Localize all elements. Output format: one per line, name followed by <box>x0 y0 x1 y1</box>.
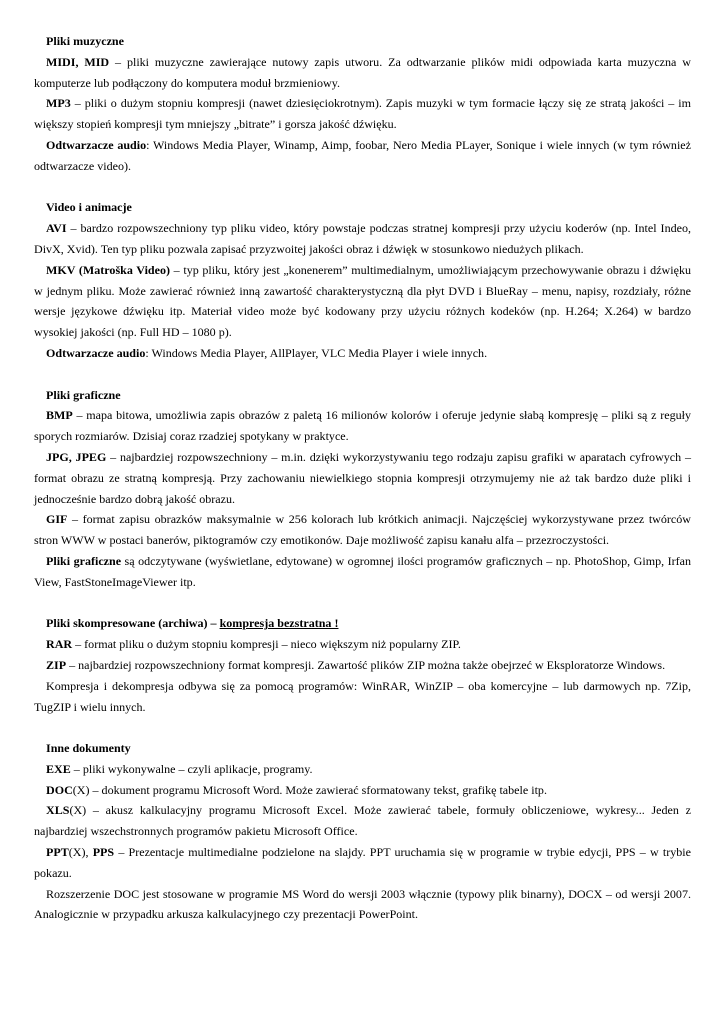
paragraph-text: – bardzo rozpowszechniony typ pliku video, który powstaje podczas stratnej kompresji przy użyciu koderów (np. Intel Indeo, DivX, Xvid). Ten typ pliku pozwala zapisać przyzwoitej jakości obraz i dźwięk w stosunkowo niedużych plikach. <box>34 221 691 256</box>
paragraph-text: Rozszerzenie DOC jest stosowane w programie MS Word do wersji 2003 włącznie (typowy plik binarny), DOCX – od wersji 2007. Analogicznie w przypadku arkusza kalkulacyjnego czy prezentacji PowerPoint. <box>34 886 691 922</box>
term: XLS <box>46 803 70 818</box>
paragraph-jpg <box>34 447 691 509</box>
paragraph-text: – typ pliku, który jest „konenerem” multimedialnym, umożliwiającym przechowywanie obrazu i dźwięku w jednym pliku. Może zawierać również inną zawartość charakterystyczną dla płyt DVD i BlueRay – menu, napisy, rozdziały, różne wersje językowe dźwięku itp. Materiał video może być kodowany przy użyciu różnych kodeków (np. H.264; X.264) w bardzo wysokiej jakości (np. Full HD – 1080 p). <box>34 262 691 340</box>
section-heading: Video i animacje <box>46 200 132 215</box>
paragraph-graphics-programs <box>34 551 691 593</box>
paragraph-text: : Windows Media Player, AllPlayer, VLC Media Player i wiele innych. <box>145 345 488 360</box>
paragraph-zip <box>34 655 691 676</box>
document-page <box>34 31 691 925</box>
term: PPS <box>92 845 115 860</box>
term: ZIP <box>46 657 67 672</box>
paragraph-doc-extension-note <box>34 884 691 926</box>
section-spacer <box>34 717 691 738</box>
paragraph-doc <box>34 780 691 801</box>
section-other-documents <box>34 738 691 925</box>
paragraph-rar <box>34 634 691 655</box>
term: Odtwarzacze audio <box>46 137 147 152</box>
paragraph-text: – pliki wykonywalne – czyli aplikacje, programy. <box>70 761 313 776</box>
paragraph-text: – Prezentacje multimedialne podzielone na slajdy. PPT uruchamia się w programie w trybie edycji, PPS – w trybie pokazu. <box>34 845 692 880</box>
section-spacer <box>34 177 691 198</box>
paragraph-video-players <box>34 343 691 364</box>
section-heading <box>34 613 691 634</box>
paragraph-exe <box>34 759 691 780</box>
paragraph-compression-programs <box>34 676 691 718</box>
section-heading: Inne dokumenty <box>46 741 131 756</box>
paragraph-midi <box>34 52 691 94</box>
paragraph-bmp <box>34 405 691 447</box>
section-heading: Pliki muzyczne <box>46 34 124 48</box>
section-video <box>34 197 691 363</box>
paragraph-text: : Windows Media Player, Winamp, Aimp, foobar, Nero Media PLayer, Sonique i wiele innych (w tym również odtwarzacze video). <box>34 137 691 173</box>
paragraph-text: (X) – dokument programu Microsoft Word. Może zawierać sformatowany tekst, grafikę tabele itp. <box>72 782 547 797</box>
paragraph-ppt <box>34 842 691 884</box>
section-music-files <box>34 31 691 177</box>
section-spacer <box>34 593 691 614</box>
paragraph-gif <box>34 509 691 551</box>
paragraph-text: – format pliku o dużym stopniu kompresji – nieco większym niż popularny ZIP. <box>72 637 461 652</box>
paragraph-text: – format zapisu obrazków maksymalnie w 256 kolorach lub krótkich animacji. Najczęściej wykorzystywane przez twórców stron WWW w postaci banerów, piktogramów czy emotikonów. Daje możliwość zapisu kanału alfa – przezroczystości. <box>34 512 691 548</box>
term: MIDI, MID <box>46 54 110 69</box>
paragraph-text: – pliki o dużym stopniu kompresji (nawet dziesięciokrotnym). Zapis muzyki w tym formacie łączy się ze stratą jakości – im większy stopień kompresji tym mniejszy „bitrate” i gorsza jakość dźwięku. <box>34 96 691 132</box>
section-archives <box>34 613 691 717</box>
heading-text: Pliki skompresowane (archiwa) – <box>46 616 220 631</box>
section-graphics <box>34 385 691 593</box>
term: JPG, JPEG <box>46 449 107 464</box>
paragraph-mp3 <box>34 93 691 135</box>
paragraph-text: – najbardziej rozpowszechniony – m.in. dzięki wykorzystywaniu tego rodzaju zapisu grafiki w aparatach cyfrowych – format obrazu ze stratną kompresją. Przy zachowaniu niewielkiego stopnia kompresji otrzymujemy nie aż tak bardzo duże pliki i jednocześnie bardzo dobrą jakość obrazu. <box>34 449 691 506</box>
paragraph-text: – mapa bitowa, umożliwia zapis obrazów z paletą 16 milionów kolorów i oferuje jedynie słabą kompresję – pliki są z reguły sporych rozmiarów. Dzisiaj coraz rzadziej spotykany w praktyce. <box>34 408 691 444</box>
term: GIF <box>46 512 68 527</box>
term: MP3 <box>46 96 71 111</box>
paragraph-text: są odczytywane (wyświetlane, edytowane) w ogromnej ilości programów graficznych – np. PhotoShop, Gimp, Irfan View, FastStoneImageViewer itp. <box>34 553 691 589</box>
paragraph-xls <box>34 800 691 842</box>
term: AVI <box>46 221 67 236</box>
paragraph-audio-players <box>34 135 691 177</box>
paragraph-text: – najbardziej rozpowszechniony format kompresji. Zawartość plików ZIP można także obejrzeć w Eksploratorze Windows. <box>66 657 666 672</box>
heading-underlined-text: kompresja bezstratna ! <box>219 616 339 631</box>
term: PPT <box>46 845 69 860</box>
term: MKV (Matroška Video) <box>46 262 170 277</box>
term: EXE <box>46 761 71 776</box>
paragraph-text: (X) – akusz kalkulacyjny programu Microsoft Excel. Może zawierać tabele, formuły obliczeniowe, wykresy... Jeden z najbardziej wszechstronnych programów pakietu Microsoft Office. <box>34 803 691 839</box>
paragraph-text: Kompresja i dekompresja odbywa się za pomocą programów: WinRAR, WinZIP – oba komercyjne – lub darmowych np. 7Zip, TugZIP i wielu innych. <box>34 678 691 714</box>
term: BMP <box>46 408 73 423</box>
term: DOC <box>46 782 73 797</box>
paragraph-mkv <box>34 260 691 343</box>
section-heading: Pliki graficzne <box>46 387 121 402</box>
term: Odtwarzacze audio <box>46 345 146 360</box>
term: Pliki graficzne <box>46 553 122 568</box>
section-spacer <box>34 364 691 385</box>
term: RAR <box>46 637 73 652</box>
paragraph-text: (X), <box>68 845 93 860</box>
paragraph-avi <box>34 218 691 260</box>
paragraph-text: – pliki muzyczne zawierające nutowy zapis utworu. Za odtwarzanie plików midi odpowiada karta muzyczna w komputerze lub podłączony do komputera moduł brzmieniowy. <box>34 54 691 90</box>
